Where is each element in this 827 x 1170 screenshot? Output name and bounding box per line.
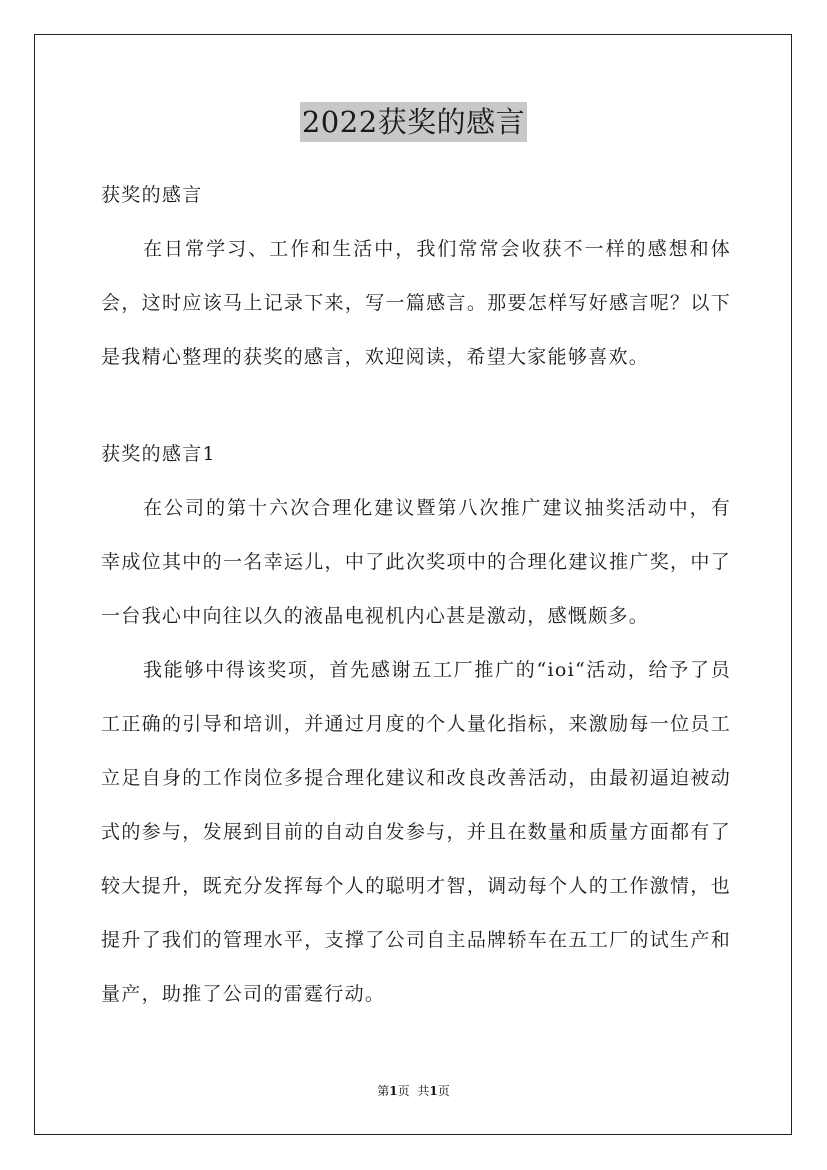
- document-title: 2022获奖的感言: [300, 102, 527, 142]
- footer-page-unit: 页: [397, 1084, 410, 1098]
- document-body: [101, 168, 731, 1021]
- section1-paragraph-1: 在公司的第十六次合理化建议暨第八次推广建议抽奖活动中，有幸成位其中的一名幸运儿，中了此次奖项中的合理化建议推广奖，中了一台我心中向往以久的液晶电视机内心甚是激动，感慨颇多。: [101, 497, 731, 627]
- intro-heading: 获奖的感言: [101, 184, 203, 206]
- footer-prefix: 第: [377, 1084, 390, 1098]
- footer-total-prefix: 共: [417, 1084, 430, 1098]
- page-footer: [0, 1081, 827, 1101]
- intro-paragraph: 在日常学习、工作和生活中，我们常常会收获不一样的感想和体会，这时应该马上记录下来，写一篇感言。那要怎样写好感言呢？以下是我精心整理的获奖的感言，欢迎阅读，希望大家能够喜欢。: [101, 238, 731, 368]
- section1-heading: 获奖的感言1: [101, 443, 216, 465]
- footer-total-pages: 1: [429, 1084, 438, 1098]
- section1-paragraph-2: 我能够中得该奖项，首先感谢五工厂推广的“ioi“活动，给予了员工正确的引导和培训，并通过月度的个人量化指标，来激励每一位员工立足自身的工作岗位多提合理化建议和改良改善活动，由最初逼迫被动式的参与，发展到目前的自动自发参与，并且在数量和质量方面都有了较大提升，既充分发挥每个人的聪明才智，调动每个人的工作激情，也提升了我们的管理水平，支撑了公司自主品牌轿车在五工厂的试生产和量产，助推了公司的雷霆行动。: [101, 659, 731, 1005]
- footer-page-number: 1: [389, 1084, 398, 1098]
- title-container: [0, 102, 827, 142]
- footer-total-unit: 页: [437, 1084, 450, 1098]
- section-gap: [101, 384, 731, 427]
